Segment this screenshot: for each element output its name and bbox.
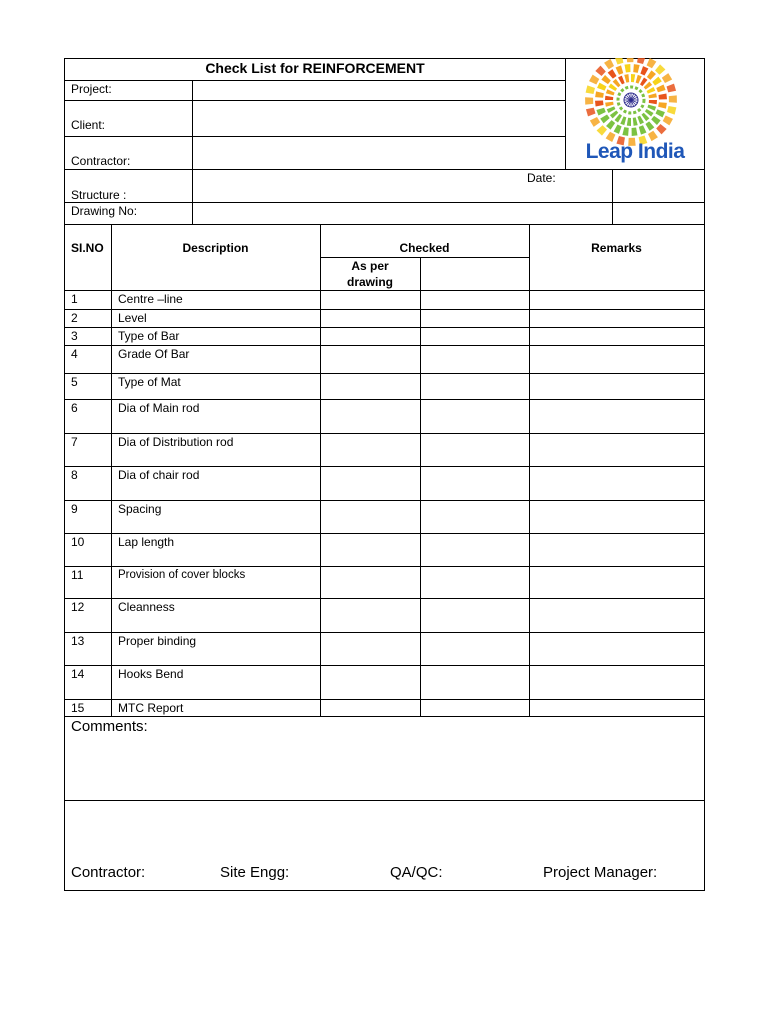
table-bottom-line — [64, 716, 705, 717]
drawing-no-label: Drawing No: — [71, 204, 138, 218]
header-line — [64, 169, 705, 170]
contractor-label: Contractor: — [71, 154, 131, 168]
border-bottom — [64, 890, 705, 891]
header-line — [64, 136, 566, 137]
row-description: Lap length — [118, 535, 175, 549]
row-number: 13 — [71, 634, 85, 648]
row-description: Level — [118, 311, 147, 325]
signature-project-manager: Project Manager: — [543, 864, 658, 881]
table-row-line — [64, 327, 705, 328]
row-number: 15 — [71, 701, 85, 715]
row-number: 1 — [71, 292, 78, 306]
row-description: Dia of chair rod — [118, 468, 200, 482]
row-number: 9 — [71, 502, 78, 516]
row-number: 3 — [71, 329, 78, 343]
client-label: Client: — [71, 118, 106, 132]
header-line — [64, 202, 705, 203]
row-number: 11 — [71, 568, 84, 582]
table-row-line — [64, 665, 705, 666]
table-row-line — [64, 500, 705, 501]
row-number: 14 — [71, 667, 85, 681]
row-number: 10 — [71, 535, 85, 549]
date-divider — [612, 169, 613, 225]
row-description: Type of Mat — [118, 375, 181, 389]
row-number: 6 — [71, 401, 78, 415]
col-header-as-per-drawing: As per — [351, 259, 389, 273]
table-col-line — [111, 224, 112, 717]
row-description: Cleanness — [118, 600, 175, 614]
border-right — [704, 58, 705, 891]
form-title: Check List for REINFORCEMENT — [205, 60, 425, 76]
table-col-line — [420, 257, 421, 717]
row-number: 4 — [71, 347, 78, 361]
row-description: Spacing — [118, 502, 162, 516]
table-row-line — [64, 290, 705, 291]
row-number: 8 — [71, 468, 78, 482]
row-description: Provision of cover blocks — [118, 569, 246, 581]
date-label: Date: — [527, 171, 556, 185]
col-header-description: Description — [182, 241, 249, 255]
table-col-line — [320, 224, 321, 717]
signature-site-engg: Site Engg: — [220, 864, 290, 881]
header-line — [64, 80, 566, 81]
col-header-remarks: Remarks — [591, 241, 642, 255]
row-description: Centre –line — [118, 292, 183, 306]
row-description: Dia of Distribution rod — [118, 435, 234, 449]
col-header-sl-no: SI.NO — [71, 241, 104, 255]
comments-label: Comments: — [71, 718, 148, 735]
table-row-line — [64, 533, 705, 534]
table-row-line — [64, 309, 705, 310]
table-row-line — [64, 433, 705, 434]
table-row-line — [64, 566, 705, 567]
table-subheader-line — [320, 257, 530, 258]
table-row-line — [64, 598, 705, 599]
row-description: Hooks Bend — [118, 667, 184, 681]
table-col-line — [529, 224, 530, 717]
logo-text: Leap India — [585, 140, 685, 163]
row-number: 7 — [71, 435, 78, 449]
signature-qa-qc: QA/QC: — [390, 864, 443, 881]
table-row-line — [64, 699, 705, 700]
col-header-checked: Checked — [399, 241, 450, 255]
project-label: Project: — [71, 82, 112, 96]
header-line — [64, 224, 705, 225]
row-description: Type of Bar — [118, 329, 180, 343]
header-line — [64, 100, 566, 101]
table-row-line — [64, 373, 705, 374]
row-number: 5 — [71, 375, 78, 389]
border-left — [64, 58, 65, 891]
comments-divider — [64, 800, 705, 801]
table-row-line — [64, 632, 705, 633]
row-number: 12 — [71, 600, 85, 614]
signature-contractor: Contractor: — [71, 864, 146, 881]
row-description: MTC Report — [118, 701, 184, 715]
structure-label: Structure : — [71, 188, 127, 202]
row-description: Proper binding — [118, 634, 197, 648]
row-description: Grade Of Bar — [118, 347, 190, 361]
table-row-line — [64, 466, 705, 467]
table-row-line — [64, 345, 705, 346]
table-row-line — [64, 399, 705, 400]
header-label-divider — [192, 80, 193, 225]
col-header-as-per-drawing: drawing — [346, 275, 393, 289]
row-description: Dia of Main rod — [118, 401, 200, 415]
sun-rays-icon — [585, 58, 677, 146]
row-number: 2 — [71, 311, 78, 325]
